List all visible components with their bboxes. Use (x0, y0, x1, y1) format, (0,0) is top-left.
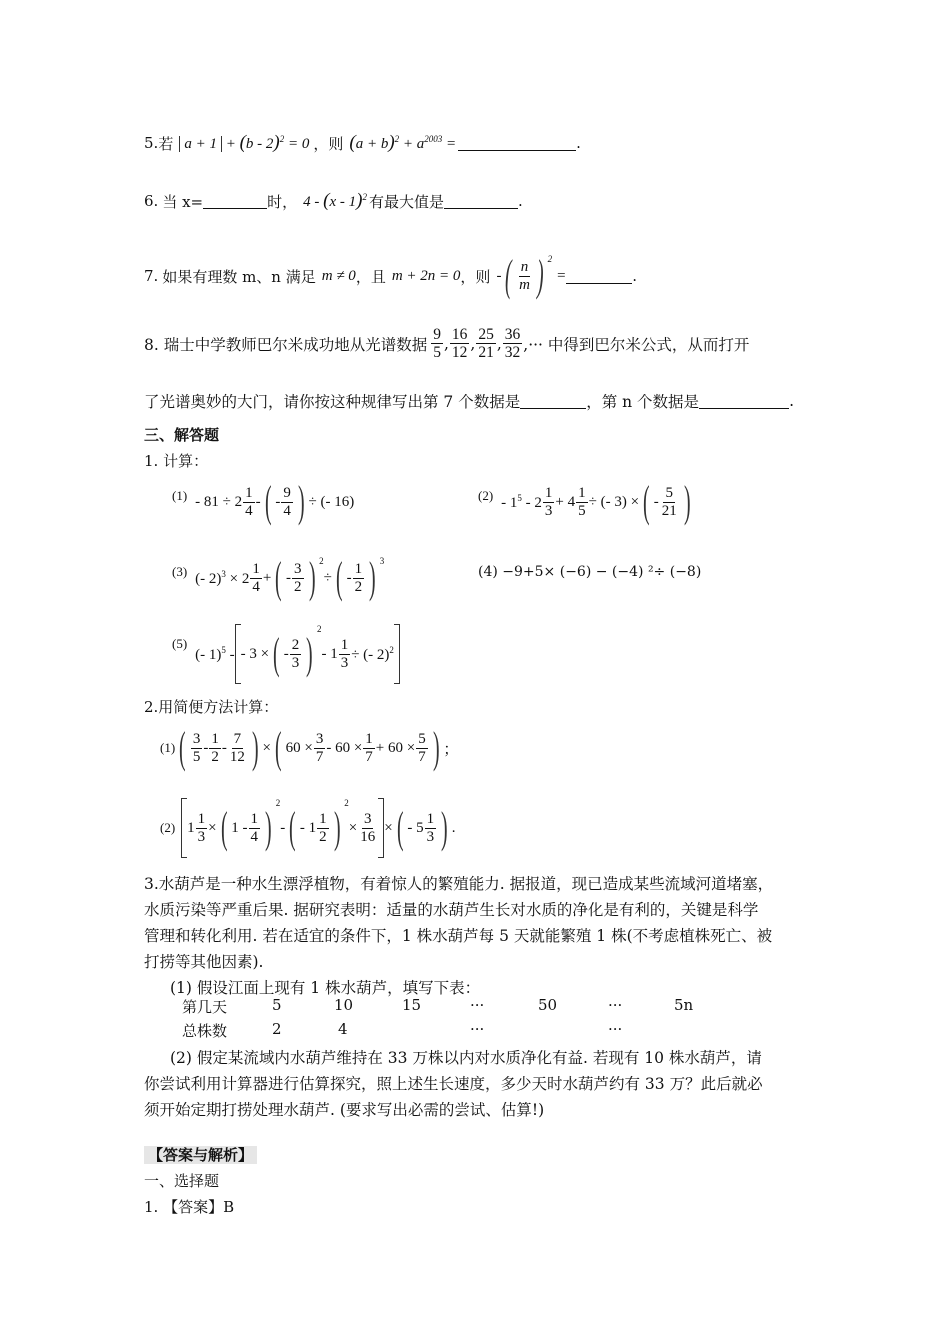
problem-2-1: (1) ( $\frac{3}{5}$ - $\frac{1}{2}$ - $\frac{7}{12}$ ) × ( 60 × $\frac{3}{7}$ - 60 × $\frac{1}{7}$ + 60 × $\frac{5}{7}$ ) ； (160, 723, 459, 772)
answer-item: 1. 【答案】B (144, 1198, 235, 1216)
period: . (789, 392, 794, 410)
item-label: (2) (160, 820, 176, 835)
problem-3-sub2: 须开始定期打捞处理水葫芦. (要求写出必需的尝试、估算!) (144, 1101, 545, 1119)
problem-3-line: 打捞等其他因素). (144, 953, 264, 971)
fraction-9-5: $\frac{9}{5}$ (433, 326, 441, 362)
equation-6: 4 - (x - 1)$^2$ (303, 190, 367, 211)
period: . (632, 267, 637, 285)
question-text: 当 x= (162, 192, 204, 211)
period: . (576, 134, 581, 152)
item-label: (5) (172, 636, 188, 651)
equation-5a: a + 1 + (b - 2)$^2$ = 0 (179, 132, 309, 154)
problem-2-title: 2.用简便方法计算： (144, 698, 279, 716)
answers-title: 【答案与解析】 (144, 1146, 257, 1164)
problem-2-2: (2) 1 $\frac{1}{3}$ × ( 1 - $\frac{1}{4}$ ) 2 - ( - 1 $\frac{1}{2}$ ) 2 × $\frac{3}{16}$ × ( - 5 $\frac{1}{3}$ ) . (160, 798, 456, 858)
question-text: 时， (267, 192, 298, 211)
table-cell: ··· (470, 1020, 485, 1038)
problem-3-line: 管理和转化利用. 若在适宜的条件下，1 株水葫芦每 5 天就能繁殖 1 株(不考虑植株死亡、被 (144, 927, 773, 945)
table-cell: 4 (338, 1020, 348, 1038)
problem-1-2: (2) - $1^5 - 2$ $\frac{1}{3}$ + 4 $\frac{1}{5}$ ÷ (- 3) × ( - $\frac{5}{21}$ ) (478, 477, 691, 526)
answer-blank[interactable] (203, 194, 267, 209)
equation-5b: $(a + b)^2 + a^{2003}$ = (349, 132, 457, 153)
problem-3-sub1: (1) 假设江面上现有 1 株水葫芦，填写下表： (170, 979, 481, 997)
problem-3-sub2: (2) 假定某流域内水葫芦维持在 33 万株以内对水质净化有益. 若现有 10 株水葫芦，请 (170, 1049, 762, 1067)
question-8-line1: 8. 瑞士中学教师巴尔米成功地从光谱数据 $\frac{9}{5}$ , $\frac{16}{12}$ , $\frac{25}{21}$ , $\frac{36}{32}$ ,··· 中得到巴尔米公式，从而打开 (144, 326, 750, 362)
question-text: ，且 (355, 267, 386, 286)
question-text: 若 (158, 134, 174, 153)
item-label: (1) (172, 488, 188, 503)
question-text: 了光谱奥妙的大门，请你按这种规律写出第 7 个数据是 (144, 393, 521, 411)
table-cell: 2 (272, 1020, 282, 1038)
answers-heading (144, 1144, 257, 1165)
question-text: ,··· 中得到巴尔米公式，从而打开 (523, 335, 750, 354)
problem-3-sub2: 你尝试利用计算器进行估算探究，照上述生长速度，多少天时水葫芦约有 33 万？此后就必 (144, 1075, 763, 1093)
table-cell: 第几天 (182, 998, 228, 1016)
question-number: 7. (144, 267, 159, 285)
equation-7b: m + 2n = 0 (391, 267, 461, 284)
question-text: ，第 n 个数据是 (586, 393, 700, 411)
question-text: ，则 (460, 267, 491, 286)
fraction-36-32: $\frac{36}{32}$ (504, 326, 521, 362)
table-cell: ··· (608, 1020, 623, 1038)
answer-blank[interactable] (444, 194, 518, 209)
item-label: (3) (172, 564, 188, 579)
fraction-25-21: $\frac{25}{21}$ (478, 326, 494, 362)
table-cell: 总株数 (182, 1022, 228, 1040)
question-7 (144, 251, 637, 300)
item-label: (2) (478, 488, 494, 503)
table-row (0, 1020, 950, 1042)
answer-blank[interactable] (458, 136, 576, 151)
table-cell: ··· (470, 996, 485, 1014)
answers-section: 一、选择题 (144, 1172, 220, 1190)
table-cell: 5n (674, 996, 694, 1014)
problem-1-5: (5) (- 1)$^5$ - - 3 × ( - $\frac{2}{3}$ ) 2 - 1 $\frac{1}{3}$ ÷ (- 2)$^2$ (172, 624, 400, 684)
question-text: ，则 (313, 134, 344, 153)
answer-blank[interactable] (699, 394, 789, 409)
item-label: (1) (160, 740, 176, 755)
section-heading: 三、解答题 (144, 426, 220, 444)
equation-7c: - ( $\frac{n}{m}$ ) 2 = (496, 251, 567, 300)
table-cell: 10 (334, 996, 354, 1014)
question-8-line2 (144, 390, 794, 412)
question-5 (144, 132, 581, 154)
question-number: 6. (144, 192, 159, 210)
period: . (517, 192, 523, 210)
table-cell: 50 (538, 996, 558, 1014)
answer-blank[interactable] (566, 269, 632, 284)
table-cell: ··· (608, 996, 623, 1014)
table-row (0, 996, 950, 1018)
question-text: 如果有理数 m、n 满足 (162, 267, 316, 286)
table-cell: 15 (402, 996, 422, 1014)
problem-3-line: 3.水葫芦是一种水生漂浮植物，有着惊人的繁殖能力. 据报道，现已造成某些流域河道堵塞， (144, 875, 774, 893)
fraction-16-12: $\frac{16}{12}$ (451, 326, 468, 362)
punctuation: . (451, 819, 456, 836)
question-6 (144, 190, 523, 212)
problem-3-line: 水质污染等严重后果. 据研究表明：适量的水葫芦生长对水质的净化是有利的，关键是科学 (144, 901, 759, 919)
question-text: 8. 瑞士中学教师巴尔米成功地从光谱数据 (144, 335, 428, 354)
table-cell: 5 (272, 996, 282, 1014)
question-number: 5. (144, 134, 159, 152)
problem-1-4: (4) −9+5× (−6) − (−4) ²÷ (−8) (478, 564, 702, 580)
problem-1-3: (3) (- 2)$^3$ × 2 $\frac{1}{4}$ + ( - $\frac{3}{2}$ ) 2 ÷ ( - $\frac{1}{2}$ ) 3 (172, 553, 385, 602)
problem-1-1: (1) - 81 ÷ 2 $\frac{1}{4}$ - ( - $\frac{9}{4}$ ) ÷ (- 16) (172, 477, 355, 526)
punctuation: ； (443, 741, 459, 758)
equation-7a: m ≠ 0 (321, 267, 356, 284)
answer-blank[interactable] (520, 394, 586, 409)
problem-1-title: 1. 计算： (144, 452, 209, 470)
question-text: 有最大值是 (368, 192, 444, 211)
